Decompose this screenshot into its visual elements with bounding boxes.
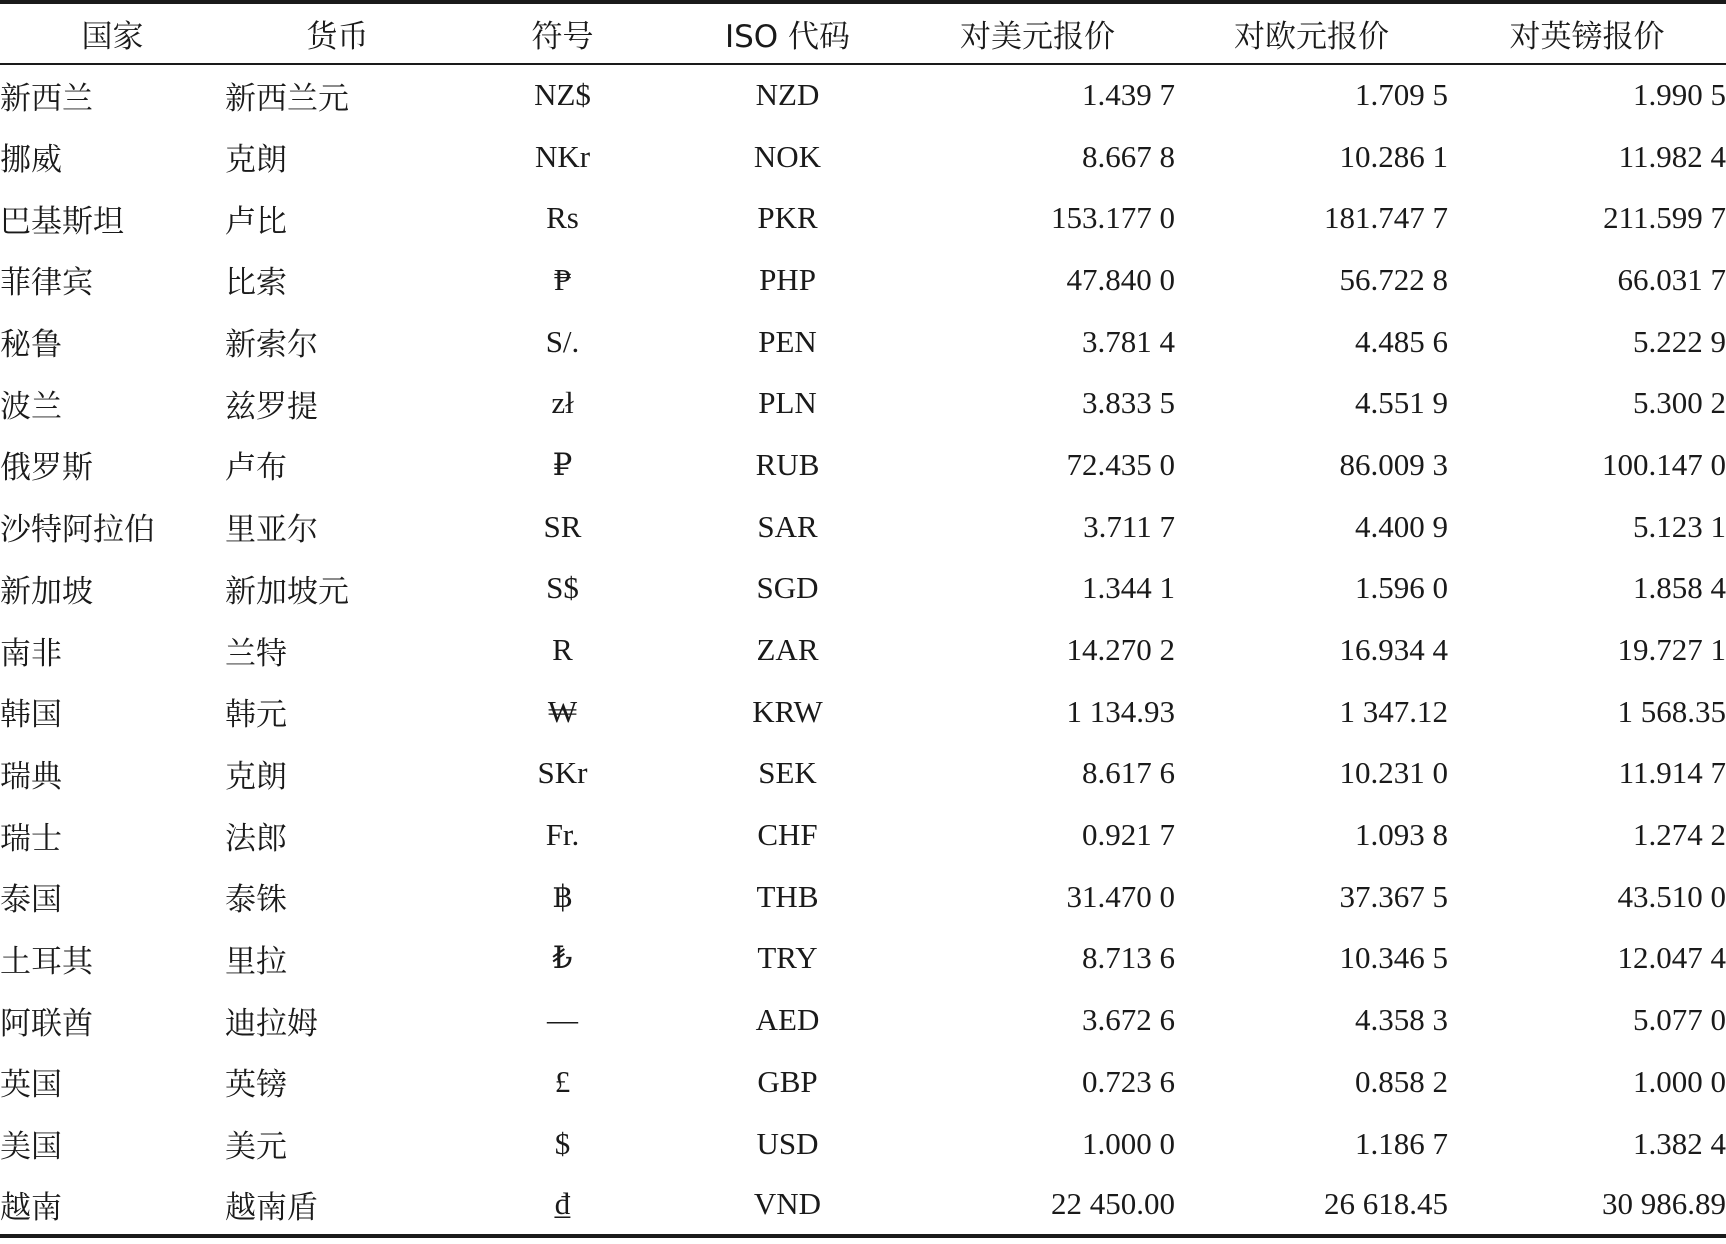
cell-usd-quote: 14.270 2 [1066, 632, 1175, 668]
cell-eur-quote: 10.231 0 [1339, 755, 1448, 791]
cell-gbp-quote: 43.510 0 [1617, 878, 1726, 914]
table-row [0, 1174, 1726, 1236]
header-iso-code: ISO 代码 [675, 2, 900, 64]
cell-symbol: R [552, 632, 573, 668]
cell-symbol: ₩ [547, 693, 578, 729]
table-row [0, 928, 1726, 990]
table-row [0, 434, 1726, 496]
cell-gbp-quote: 11.982 4 [1618, 138, 1726, 174]
cell-country: 英国 [0, 1067, 62, 1103]
cell-usd-quote: 8.667 8 [1082, 138, 1175, 174]
cell-symbol: NZ$ [534, 77, 591, 113]
cell-gbp-quote: 11.914 7 [1618, 755, 1726, 791]
cell-usd-quote: 47.840 0 [1066, 261, 1175, 297]
cell-currency: 泰铢 [225, 882, 287, 918]
cell-iso-code: NZD [755, 77, 820, 113]
cell-eur-quote: 37.367 5 [1339, 878, 1448, 914]
cell-iso-code: GBP [757, 1063, 818, 1099]
table-header [0, 2, 1726, 64]
cell-country: 秘鲁 [0, 327, 62, 363]
cell-usd-quote: 3.781 4 [1082, 323, 1175, 359]
table-row [0, 743, 1726, 805]
table-row [0, 496, 1726, 558]
cell-symbol: S$ [546, 570, 579, 606]
cell-country: 瑞士 [0, 820, 62, 856]
cell-symbol: Rs [546, 200, 579, 236]
table-row [0, 558, 1726, 620]
cell-country: 巴基斯坦 [0, 203, 124, 239]
cell-iso-code: NOK [753, 138, 822, 174]
cell-gbp-quote: 12.047 4 [1617, 940, 1726, 976]
table-row [0, 187, 1726, 249]
cell-currency: 韩元 [225, 697, 287, 733]
cell-iso-code: TRY [757, 940, 818, 976]
cell-gbp-quote: 5.077 0 [1633, 1002, 1726, 1038]
cell-gbp-quote: 1 568.35 [1617, 693, 1726, 729]
cell-currency: 法郎 [225, 820, 287, 856]
table-row [0, 989, 1726, 1051]
cell-eur-quote: 10.346 5 [1339, 940, 1448, 976]
table-row [0, 619, 1726, 681]
cell-gbp-quote: 30 986.89 [1448, 1174, 1726, 1236]
cell-currency: 克朗 [225, 142, 287, 178]
cell-gbp-quote: 1.990 5 [1633, 77, 1726, 113]
header-symbol: 符号 [450, 2, 675, 64]
cell-usd-quote: 72.435 0 [1066, 446, 1175, 482]
cell-symbol: zł [551, 385, 574, 421]
cell-country: 土耳其 [0, 943, 93, 979]
cell-iso-code: PHP [759, 261, 816, 297]
cell-iso-code: SEK [758, 755, 817, 791]
cell-currency: 英镑 [225, 1067, 287, 1103]
table-body [0, 64, 1726, 1236]
header-country: 国家 [0, 2, 225, 64]
cell-gbp-quote: 19.727 1 [1617, 632, 1726, 668]
cell-iso-code: PLN [758, 385, 817, 421]
cell-country: 南非 [0, 635, 62, 671]
cell-eur-quote: 16.934 4 [1339, 632, 1448, 668]
cell-iso-code: PKR [757, 200, 818, 236]
cell-country: 菲律宾 [0, 265, 93, 301]
cell-eur-quote: 26 618.45 [1175, 1174, 1448, 1236]
cell-country: 沙特阿拉伯 [0, 512, 155, 548]
cell-iso-code: AED [755, 1002, 820, 1038]
cell-iso-code: CHF [757, 817, 818, 853]
cell-currency: 越南盾 [225, 1174, 450, 1236]
cell-usd-quote: 0.921 7 [1082, 817, 1175, 853]
header-row [0, 2, 1726, 64]
cell-currency: 克朗 [225, 758, 287, 794]
cell-usd-quote: 3.672 6 [1082, 1002, 1175, 1038]
cell-currency: 新索尔 [225, 327, 318, 363]
cell-currency: 比索 [225, 265, 287, 301]
cell-country: 韩国 [0, 697, 62, 733]
cell-country: 波兰 [0, 388, 62, 424]
cell-symbol: Fr. [545, 817, 580, 853]
cell-usd-quote: 1.439 7 [1082, 77, 1175, 113]
cell-iso-code: PEN [758, 323, 817, 359]
cell-eur-quote: 86.009 3 [1339, 446, 1448, 482]
cell-gbp-quote: 1.000 0 [1633, 1063, 1726, 1099]
cell-country: 美国 [0, 1129, 62, 1165]
cell-symbol: S/. [545, 323, 580, 359]
cell-usd-quote: 1.344 1 [1082, 570, 1175, 606]
cell-usd-quote: 1 134.93 [1066, 693, 1175, 729]
cell-currency: 里亚尔 [225, 512, 318, 548]
cell-usd-quote: 3.833 5 [1082, 385, 1175, 421]
cell-country: 泰国 [0, 882, 62, 918]
cell-symbol: SR [543, 508, 582, 544]
cell-eur-quote: 4.485 6 [1355, 323, 1448, 359]
cell-currency: 兹罗提 [225, 388, 318, 424]
cell-iso-code: THB [756, 878, 819, 914]
cell-iso-code: KRW [752, 693, 823, 729]
cell-country: 新西兰 [0, 80, 93, 116]
cell-currency: 兰特 [225, 635, 287, 671]
cell-country: 越南 [0, 1174, 225, 1236]
cell-usd-quote: 3.711 7 [1083, 508, 1175, 544]
cell-eur-quote: 4.551 9 [1355, 385, 1448, 421]
table-row [0, 866, 1726, 928]
cell-iso-code: SAR [757, 508, 818, 544]
cell-usd-quote: 8.713 6 [1082, 940, 1175, 976]
cell-gbp-quote: 5.300 2 [1633, 385, 1726, 421]
header-eur-quote: 对欧元报价 [1175, 2, 1448, 64]
cell-symbol: $ [554, 1125, 571, 1161]
cell-eur-quote: 181.747 7 [1324, 200, 1448, 236]
table-row [0, 681, 1726, 743]
cell-gbp-quote: 5.222 9 [1633, 323, 1726, 359]
cell-symbol: SKr [537, 755, 588, 791]
cell-eur-quote: 4.358 3 [1355, 1002, 1448, 1038]
cell-currency: 美元 [225, 1129, 287, 1165]
cell-currency: 卢比 [225, 203, 287, 239]
cell-iso-code: USD [756, 1125, 819, 1161]
cell-currency: 新西兰元 [225, 80, 349, 116]
cell-eur-quote: 10.286 1 [1339, 138, 1448, 174]
cell-gbp-quote: 100.147 0 [1602, 446, 1726, 482]
cell-country: 阿联酋 [0, 1005, 93, 1041]
table-row [0, 804, 1726, 866]
table-row [0, 372, 1726, 434]
table-row [0, 249, 1726, 311]
cell-eur-quote: 0.858 2 [1355, 1063, 1448, 1099]
cell-country: 新加坡 [0, 573, 93, 609]
cell-gbp-quote: 1.858 4 [1633, 570, 1726, 606]
cell-gbp-quote: 66.031 7 [1617, 261, 1726, 297]
table-row [0, 311, 1726, 373]
cell-eur-quote: 4.400 9 [1355, 508, 1448, 544]
cell-eur-quote: 1.596 0 [1355, 570, 1448, 606]
table-row [0, 64, 1726, 126]
header-gbp-quote: 对英镑报价 [1448, 2, 1726, 64]
table-row [0, 1051, 1726, 1113]
cell-eur-quote: 56.722 8 [1339, 261, 1448, 297]
cell-symbol: ₫ [450, 1174, 675, 1236]
cell-usd-quote: 1.000 0 [1082, 1125, 1175, 1161]
cell-country: 挪威 [0, 142, 62, 178]
cell-usd-quote: 31.470 0 [1066, 878, 1175, 914]
table-row [0, 126, 1726, 188]
cell-currency: 卢布 [225, 450, 287, 486]
cell-gbp-quote: 211.599 7 [1603, 200, 1726, 236]
cell-iso-code: RUB [755, 446, 820, 482]
cell-currency: 迪拉姆 [225, 1005, 318, 1041]
cell-country: 瑞典 [0, 758, 62, 794]
cell-symbol: ฿ [552, 878, 573, 914]
header-usd-quote: 对美元报价 [900, 2, 1175, 64]
cell-gbp-quote: 5.123 1 [1633, 508, 1726, 544]
cell-symbol: £ [554, 1063, 571, 1099]
cell-country: 俄罗斯 [0, 450, 93, 486]
cell-gbp-quote: 1.274 2 [1633, 817, 1726, 853]
cell-symbol: ₺ [552, 940, 573, 976]
cell-usd-quote: 8.617 6 [1082, 755, 1175, 791]
cell-symbol: ₽ [552, 446, 573, 482]
cell-symbol: NKr [534, 138, 591, 174]
cell-currency: 里拉 [225, 943, 287, 979]
cell-iso-code: SGD [756, 570, 819, 606]
cell-eur-quote: 1.186 7 [1355, 1125, 1448, 1161]
cell-eur-quote: 1.709 5 [1355, 77, 1448, 113]
cell-usd-quote: 0.723 6 [1082, 1063, 1175, 1099]
cell-eur-quote: 1 347.12 [1339, 693, 1448, 729]
cell-iso-code: ZAR [756, 632, 819, 668]
cell-usd-quote: 22 450.00 [900, 1174, 1175, 1236]
cell-iso-code: VND [675, 1174, 900, 1236]
cell-gbp-quote: 1.382 4 [1633, 1125, 1726, 1161]
cell-usd-quote: 153.177 0 [1051, 200, 1175, 236]
cell-symbol: ₱ [553, 261, 572, 297]
cell-symbol: — [547, 1002, 578, 1038]
table-row [0, 1113, 1726, 1175]
header-currency: 货币 [225, 2, 450, 64]
cell-eur-quote: 1.093 8 [1355, 817, 1448, 853]
cell-currency: 新加坡元 [225, 573, 349, 609]
